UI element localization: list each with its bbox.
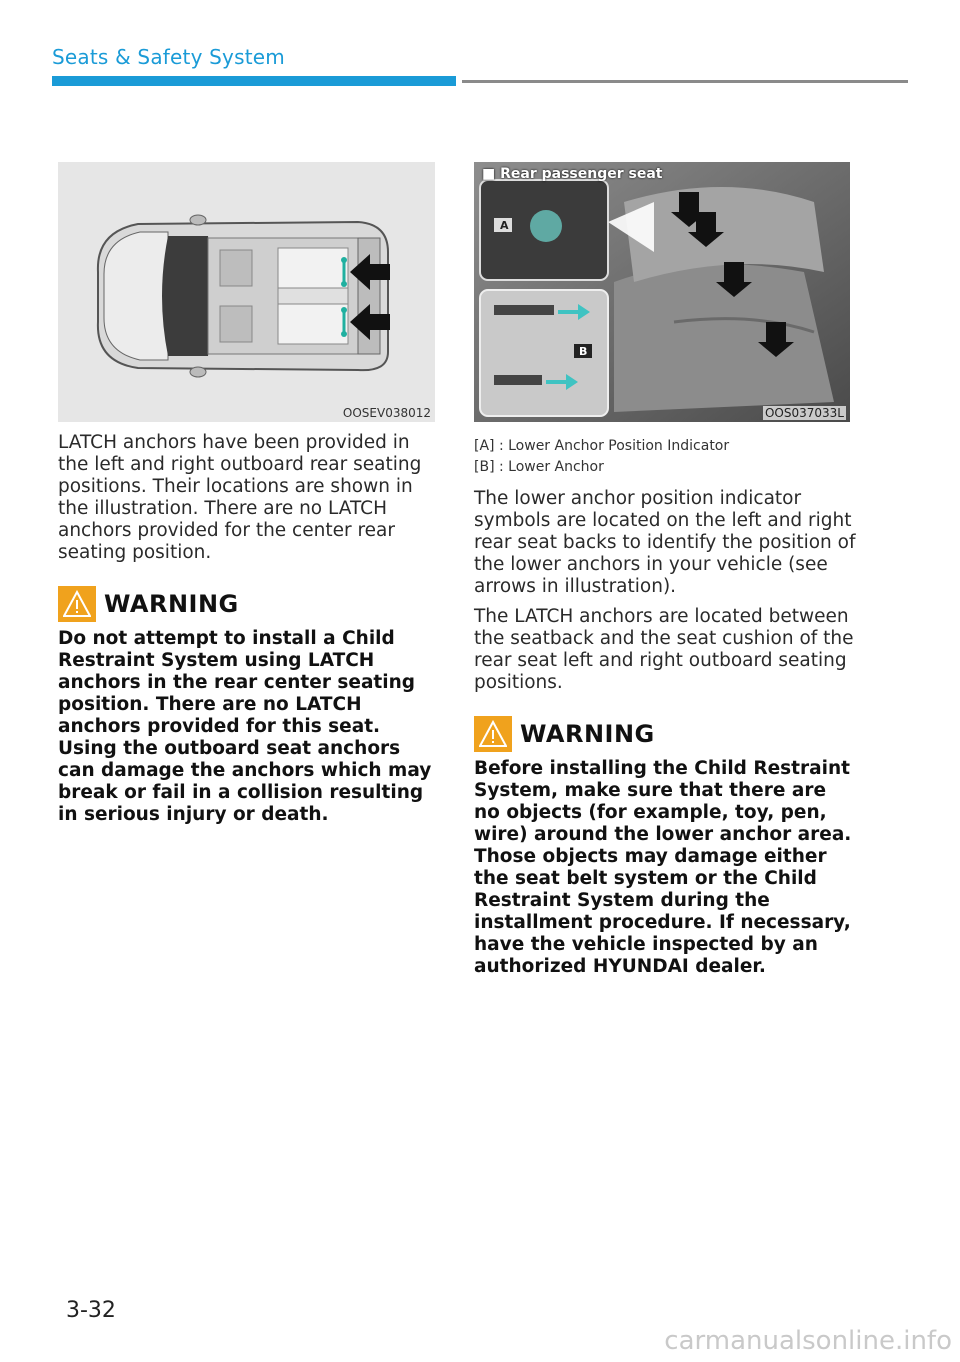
warning-icon [58, 586, 96, 622]
figure-code: OOS037033L [764, 406, 844, 420]
label-b: B [579, 345, 588, 358]
warning-title: WARNING [520, 720, 655, 748]
watermark: carmanualsonline.info [664, 1326, 952, 1356]
warning-text: Do not attempt to install a Child Restraint System using LATCH anchors in the rear center seating position. There are no LATCH anchors provided for this seat. Using the outboard seat anchors can damage the anchors which may break or fail in a collision resulting in serious injury or death. [58, 628, 432, 825]
car-top-view-figure [58, 162, 435, 422]
rear-seat-photo-figure [474, 162, 850, 422]
warning-title: WARNING [104, 590, 239, 618]
page-number: 3-32 [66, 1298, 116, 1323]
location-paragraph: The LATCH anchors are located between the seatback and the seat cushion of the rear seat left and right outboard seating positions. [474, 606, 854, 693]
warning-header [58, 586, 438, 622]
warning-header [474, 716, 856, 752]
warning-text: Before installing the Child Restraint System, make sure that there are no objects (for example, toy, pen, wire) around the lower anchor area. Those objects may damage either the seat belt system or the Child Restraint System during the installment procedure. If necessary, have the vehicle inspected by an authorized HYUNDAI dealer. [474, 758, 852, 977]
section-title: Seats & Safety System [52, 45, 285, 69]
warning-icon [474, 716, 512, 752]
label-a: A [500, 219, 509, 232]
figure-code: OOSEV038012 [342, 406, 431, 420]
indicator-paragraph: The lower anchor position indicator symbols are located on the left and right rear seat backs to identify the position of the lower anchors in your vehicle (see arrows in illustration). [474, 488, 856, 597]
right-column [474, 436, 856, 978]
legend-a: [A] : Lower Anchor Position Indicator [474, 438, 730, 454]
header-accent-bar [52, 76, 456, 86]
legend-b: [B] : Lower Anchor [474, 459, 604, 475]
header-divider [462, 80, 908, 83]
car-top-view-illustration [58, 162, 435, 422]
latch-paragraph: LATCH anchors have been provided in the left and right outboard rear seating positions. Their locations are shown in the illustration. There are no LATCH anchors provided for the center rear seating position. [58, 432, 422, 563]
left-column [58, 432, 438, 826]
rear-seat-photo-illustration [474, 162, 850, 422]
figure-caption: ■ Rear passenger seat [482, 166, 663, 182]
